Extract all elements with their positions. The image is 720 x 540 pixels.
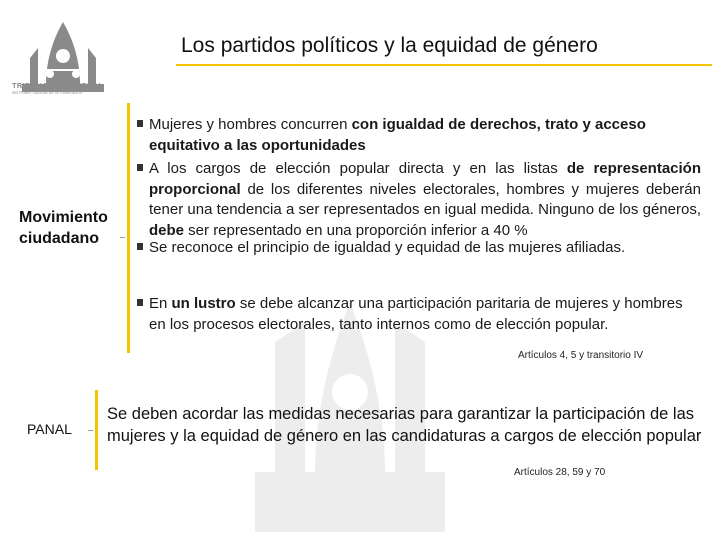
bullet-text — [137, 294, 689, 335]
bullet-text: Se reconoce el principio de igualdad y equidad de las mujeres afiliadas. — [149, 239, 626, 256]
title-underline — [176, 64, 712, 66]
bullet4-text-a: En — [149, 295, 172, 312]
bullet2-bold-b: debe — [149, 221, 185, 239]
logo-line2: del Poder Judicial de la Federación — [12, 90, 83, 95]
movimiento-dash — [120, 237, 125, 238]
bullet-lustro — [137, 294, 689, 335]
bullet-square — [137, 120, 143, 127]
movimiento-reference: Artículos 4, 5 y transitorio IV — [518, 350, 644, 361]
bullet2-text-a: A los cargos de elección popular directa y en las listas — [149, 160, 567, 177]
page-title: Los partidos políticos y la equidad de género — [181, 34, 598, 57]
bullet-text — [137, 115, 657, 156]
bullet1-text: Mujeres y hombres concurren — [149, 116, 352, 133]
logo-line1: TRIBUNAL ELECTORAL — [12, 81, 104, 90]
bullet2-text-c: ser representado en una proporción inferior a 40 % — [184, 221, 528, 239]
bullet2-bold-a: de representación proporcional — [149, 160, 701, 198]
bullet4-bold: un lustro — [171, 295, 236, 312]
panal-label: PANAL — [27, 421, 72, 437]
bullet-square — [137, 164, 143, 171]
bullet-text — [137, 159, 701, 241]
bullet-square — [137, 243, 143, 250]
movimiento-bar — [127, 103, 130, 353]
bullet-igualdad — [137, 115, 657, 156]
panal-bar — [95, 390, 98, 470]
panal-dash — [88, 430, 93, 431]
bullet2-text-b: de los diferentes niveles electorales, hombres y mujeres deberán tener una tendencia a ser representados en igual medida. Ninguno de los géneros, — [149, 180, 701, 218]
bullet4-text-b: se debe alcanzar una participación paritaria de mujeres y hombres en los procesos electorales, tanto internos como de elección popular. — [149, 295, 683, 333]
bullet-afiliadas — [137, 238, 701, 259]
bullet-cargos — [137, 159, 701, 241]
bullet-square — [137, 299, 143, 306]
panal-text: Se deben acordar las medidas necesarias para garantizar la participación de las mujeres y la equidad de género en las candidaturas a cargos de elección popular — [107, 405, 702, 445]
logo-caption — [12, 81, 112, 95]
movimiento-label-line1: Movimiento — [19, 209, 108, 226]
movimiento-label-line2: ciudadano — [19, 230, 100, 247]
movimiento-label — [19, 207, 108, 249]
bullet1-bold: con igualdad de derechos, trato y acceso equitativo a las oportunidades — [149, 116, 646, 154]
panal-reference: Artículos 28, 59 y 70 — [514, 467, 606, 478]
